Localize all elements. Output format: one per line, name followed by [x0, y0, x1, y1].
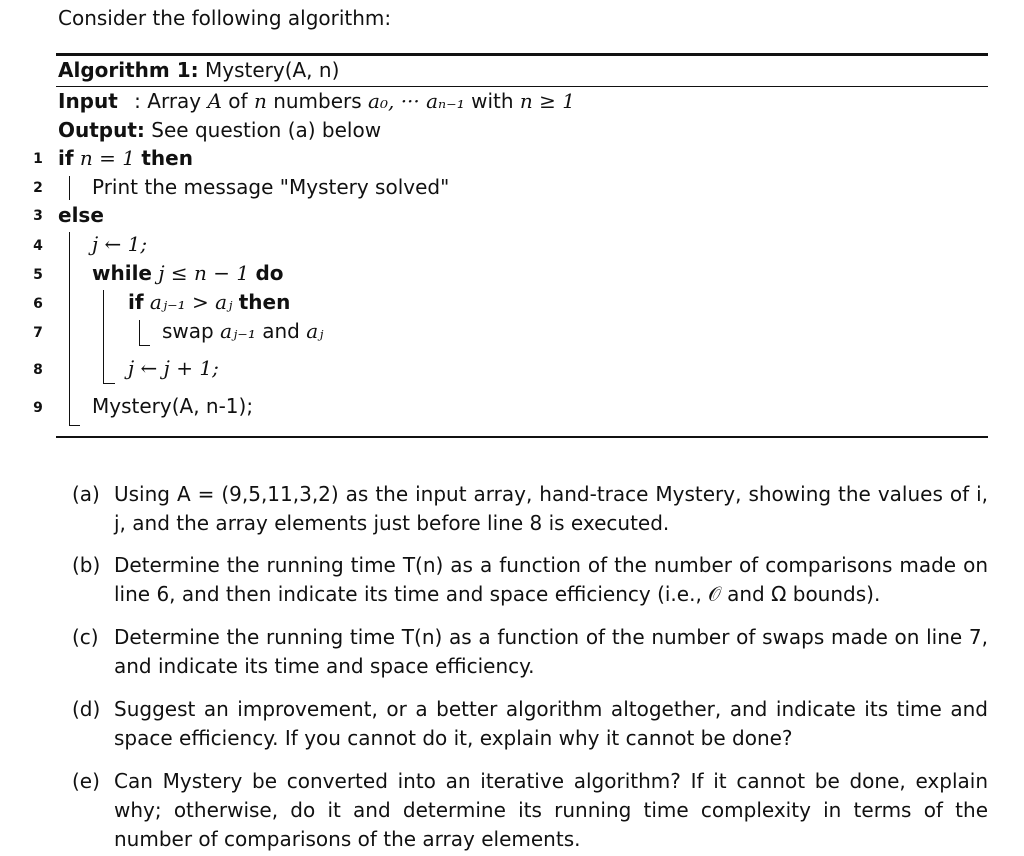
swap-operand: aⱼ — [306, 319, 324, 343]
input-sequence: a₀, ··· aₙ₋₁ — [368, 89, 465, 113]
question-label: (b) — [72, 553, 101, 577]
input-text-1: Array — [147, 89, 208, 113]
question-a — [72, 480, 988, 538]
and-word: and — [262, 319, 300, 343]
algorithm-title-name: Mystery(A, n) — [204, 58, 340, 82]
input-var-a: A — [207, 89, 222, 113]
input-var-n: n — [253, 89, 267, 113]
block-hook — [69, 425, 80, 426]
line-number: 3 — [33, 208, 43, 224]
top-rule — [56, 53, 988, 56]
keyword-while: while — [92, 261, 152, 285]
line-number: 9 — [33, 400, 43, 416]
question-text: Suggest an improvement, or a better algorithm altogether, and indicate its time and space efficiency. If you cannot do it, explain why it cannot be done? — [114, 697, 988, 750]
question-text: Using A = (9,5,11,3,2) as the input array, hand-trace Mystery, showing the values of i, j, and the array elements just before line 8 is executed. — [114, 482, 988, 535]
question-d — [72, 695, 988, 753]
code-line-7 — [162, 319, 323, 343]
output-text: See question (a) below — [151, 118, 382, 142]
question-label: (c) — [72, 625, 99, 649]
condition: j ≤ n − 1 — [158, 261, 250, 285]
code-line-5 — [92, 261, 284, 285]
code-line-3 — [58, 203, 104, 227]
code-line-2: Print the message "Mystery solved" — [92, 175, 450, 199]
question-text: Determine the running time T(n) as a function of the number of swaps made on line 7, and indicate its time and space efficiency. — [114, 625, 988, 678]
title-rule — [56, 86, 988, 87]
block-bar — [139, 320, 140, 346]
code-line-4 — [92, 232, 147, 256]
swap-word: swap — [162, 319, 214, 343]
line-number: 6 — [33, 296, 43, 312]
keyword-if: if — [128, 290, 144, 314]
condition: aⱼ₋₁ > aⱼ — [149, 290, 233, 314]
input-line — [58, 89, 575, 113]
question-text: Determine the running time T(n) as a function of the number of comparisons made on line 6, and then indicate its time and space efficiency (i.e., 𝒪 and Ω bounds). — [114, 553, 988, 606]
output-label: Output: — [58, 118, 145, 142]
keyword-do: do — [255, 261, 284, 285]
code-line-1 — [58, 146, 193, 170]
swap-operand: aⱼ₋₁ — [220, 319, 256, 343]
input-condition: n ≥ 1 — [519, 89, 575, 113]
increment: j ← j + 1; — [128, 356, 219, 380]
code-line-9: Mystery(A, n-1); — [92, 394, 254, 418]
line-number: 8 — [33, 362, 43, 378]
input-label: Input — [58, 89, 118, 113]
question-label: (d) — [72, 697, 101, 721]
line-number: 2 — [33, 180, 43, 196]
keyword-then: then — [141, 146, 193, 170]
question-c — [72, 623, 988, 681]
block-bar — [103, 290, 104, 384]
output-line — [58, 118, 381, 142]
input-sep: : — [134, 89, 141, 113]
assignment: j ← 1; — [92, 232, 148, 256]
line-number: 5 — [33, 267, 43, 283]
question-label: (e) — [72, 769, 100, 793]
keyword-if: if — [58, 146, 74, 170]
input-text-3: numbers — [266, 89, 369, 113]
question-e — [72, 767, 988, 854]
block-hook — [103, 383, 115, 384]
block-bar — [69, 176, 70, 200]
input-text-4: with — [464, 89, 520, 113]
block-bar — [69, 232, 70, 426]
block-hook — [139, 345, 150, 346]
keyword-else: else — [58, 203, 104, 227]
code-line-8 — [128, 356, 219, 380]
input-text-2: of — [221, 89, 254, 113]
question-text: Can Mystery be converted into an iterative algorithm? If it cannot be done, explain why; otherwise, do it and determine its running time complexity in terms of the number of comparisons of the array elements. — [114, 769, 988, 851]
intro-text: Consider the following algorithm: — [58, 6, 392, 30]
line-number: 1 — [33, 151, 43, 167]
algorithm-title — [58, 58, 339, 82]
bottom-rule — [56, 436, 988, 438]
keyword-then: then — [238, 290, 291, 314]
line-number: 7 — [33, 325, 43, 341]
line-number: 4 — [33, 238, 43, 254]
condition: n = 1 — [79, 146, 135, 170]
question-b — [72, 551, 988, 609]
algorithm-title-label: Algorithm 1: — [58, 58, 199, 82]
code-line-6 — [128, 290, 290, 314]
question-label: (a) — [72, 482, 100, 506]
